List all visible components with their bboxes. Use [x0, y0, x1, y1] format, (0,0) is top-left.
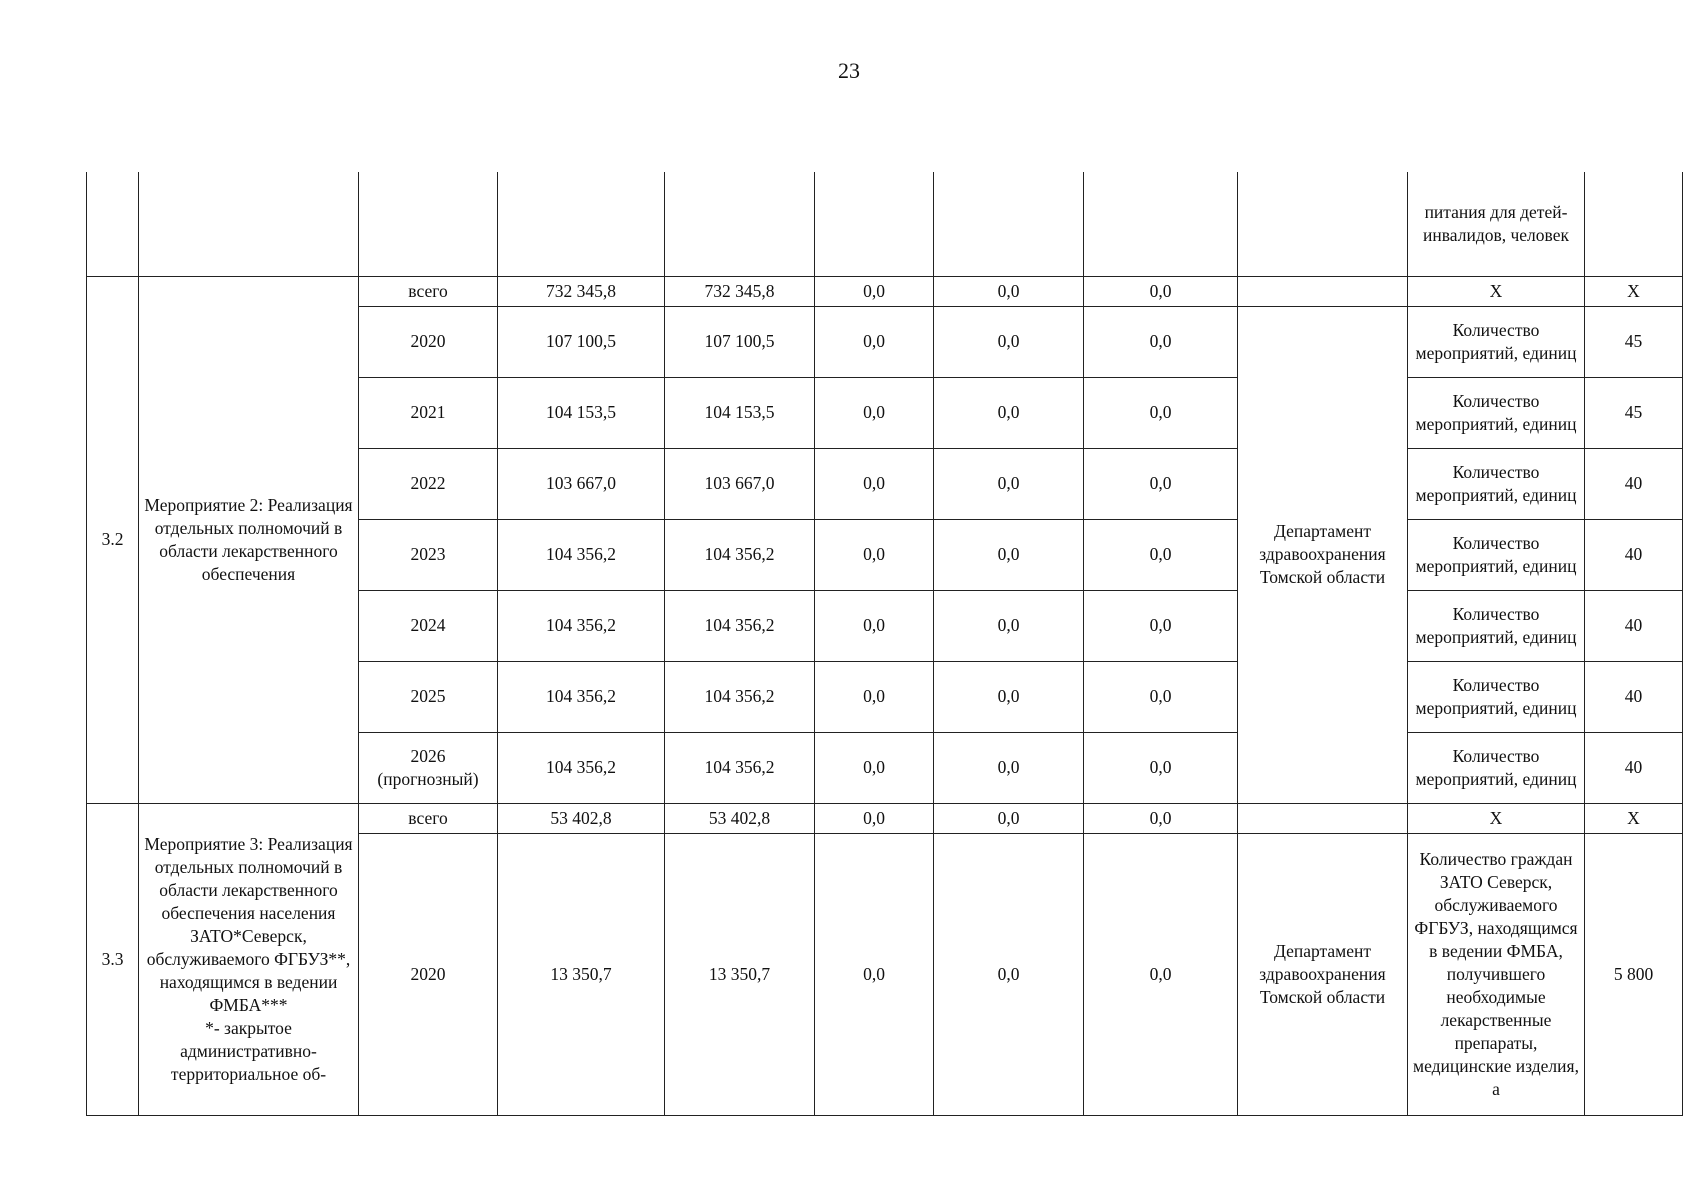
year-cell: всего [359, 803, 498, 833]
indicator-cell: Количество мероприятий, единиц [1408, 377, 1585, 448]
extrabudget-cell: 0,0 [1084, 803, 1238, 833]
indicator-cell: Количество мероприятий, единиц [1408, 661, 1585, 732]
cell-empty [1585, 172, 1683, 276]
year-cell: 2026 (прогнозный) [359, 732, 498, 803]
local-budget-cell: 0,0 [934, 661, 1084, 732]
federal-budget-cell: 53 402,8 [665, 803, 815, 833]
activity-number: 3.2 [87, 276, 139, 803]
federal-budget-cell: 13 350,7 [665, 833, 815, 1115]
federal-budget-cell: 104 356,2 [665, 732, 815, 803]
extrabudget-cell: 0,0 [1084, 661, 1238, 732]
cell-empty [1084, 172, 1238, 276]
extrabudget-cell: 0,0 [1084, 833, 1238, 1115]
extrabudget-cell: 0,0 [1084, 306, 1238, 377]
federal-budget-cell: 107 100,5 [665, 306, 815, 377]
indicator-value-cell: X [1585, 276, 1683, 306]
regional-budget-cell: 0,0 [815, 803, 934, 833]
table-body [87, 172, 1683, 1115]
year-cell: 2021 [359, 377, 498, 448]
table-row [87, 276, 1683, 306]
year-cell: 2025 [359, 661, 498, 732]
regional-budget-cell: 0,0 [815, 661, 934, 732]
indicator-cell: Количество мероприятий, единиц [1408, 306, 1585, 377]
responsible-department: Департамент здравоохранения Томской области [1238, 306, 1408, 803]
total-cell: 53 402,8 [498, 803, 665, 833]
local-budget-cell: 0,0 [934, 833, 1084, 1115]
indicator-value-cell: X [1585, 803, 1683, 833]
cell-empty [498, 172, 665, 276]
extrabudget-cell: 0,0 [1084, 276, 1238, 306]
responsible-department-empty [1238, 276, 1408, 306]
total-cell: 732 345,8 [498, 276, 665, 306]
federal-budget-cell: 104 356,2 [665, 590, 815, 661]
table-row-continued [87, 172, 1683, 276]
indicator-cell: Количество мероприятий, единиц [1408, 732, 1585, 803]
table-row [87, 803, 1683, 833]
federal-budget-cell: 732 345,8 [665, 276, 815, 306]
indicator-value-cell: 45 [1585, 306, 1683, 377]
local-budget-cell: 0,0 [934, 377, 1084, 448]
indicator-cell: питания для детей-инвалидов, человек [1408, 172, 1585, 276]
indicator-cell: X [1408, 803, 1585, 833]
year-cell: 2024 [359, 590, 498, 661]
activity-number: 3.3 [87, 803, 139, 1115]
program-activities-table [86, 172, 1683, 1116]
indicator-cell: Количество мероприятий, единиц [1408, 519, 1585, 590]
regional-budget-cell: 0,0 [815, 833, 934, 1115]
total-cell: 104 356,2 [498, 732, 665, 803]
federal-budget-cell: 104 356,2 [665, 519, 815, 590]
regional-budget-cell: 0,0 [815, 276, 934, 306]
total-cell: 104 153,5 [498, 377, 665, 448]
activity-title-text: Мероприятие 3: Реализация отдельных полномочий в области лекарственного обеспечения населения ЗАТО*Северск, обслуживаемого ФГБУЗ**, находящимся в ведении ФМБА*** [144, 833, 353, 1015]
activity-title: Мероприятие 2: Реализация отдельных полномочий в области лекарственного обеспечения [139, 276, 359, 803]
cell-empty [359, 172, 498, 276]
total-cell: 103 667,0 [498, 448, 665, 519]
federal-budget-cell: 103 667,0 [665, 448, 815, 519]
cell-empty [1238, 172, 1408, 276]
page-number: 23 [838, 58, 860, 83]
federal-budget-cell: 104 356,2 [665, 661, 815, 732]
year-cell: 2020 [359, 833, 498, 1115]
local-budget-cell: 0,0 [934, 590, 1084, 661]
indicator-value-cell: 40 [1585, 519, 1683, 590]
regional-budget-cell: 0,0 [815, 519, 934, 590]
cell-empty [934, 172, 1084, 276]
regional-budget-cell: 0,0 [815, 306, 934, 377]
responsible-department: Департамент здравоохранения Томской области [1238, 833, 1408, 1115]
total-cell: 13 350,7 [498, 833, 665, 1115]
cell-empty [87, 172, 139, 276]
year-cell: 2020 [359, 306, 498, 377]
local-budget-cell: 0,0 [934, 519, 1084, 590]
extrabudget-cell: 0,0 [1084, 732, 1238, 803]
local-budget-cell: 0,0 [934, 732, 1084, 803]
activity-title [139, 803, 359, 1115]
indicator-value-cell: 40 [1585, 590, 1683, 661]
local-budget-cell: 0,0 [934, 306, 1084, 377]
responsible-department-empty [1238, 803, 1408, 833]
activity-footnote: *- закрытое административно-территориальное об- [170, 1017, 327, 1084]
year-cell: всего [359, 276, 498, 306]
local-budget-cell: 0,0 [934, 803, 1084, 833]
federal-budget-cell: 104 153,5 [665, 377, 815, 448]
cell-empty [815, 172, 934, 276]
extrabudget-cell: 0,0 [1084, 519, 1238, 590]
local-budget-cell: 0,0 [934, 448, 1084, 519]
indicator-cell: X [1408, 276, 1585, 306]
total-cell: 104 356,2 [498, 519, 665, 590]
extrabudget-cell: 0,0 [1084, 377, 1238, 448]
extrabudget-cell: 0,0 [1084, 590, 1238, 661]
indicator-cell: Количество мероприятий, единиц [1408, 448, 1585, 519]
indicator-value-cell: 45 [1585, 377, 1683, 448]
year-cell: 2022 [359, 448, 498, 519]
indicator-cell: Количество мероприятий, единиц [1408, 590, 1585, 661]
cell-empty [139, 172, 359, 276]
regional-budget-cell: 0,0 [815, 377, 934, 448]
indicator-value-cell: 5 800 [1585, 833, 1683, 1115]
indicator-cell: Количество граждан ЗАТО Северск, обслуживаемого ФГБУЗ, находящимся в ведении ФМБА, получившего необходимые лекарственные препараты, медицинские изделия, а [1408, 833, 1585, 1115]
regional-budget-cell: 0,0 [815, 732, 934, 803]
year-cell: 2023 [359, 519, 498, 590]
indicator-value-cell: 40 [1585, 661, 1683, 732]
local-budget-cell: 0,0 [934, 276, 1084, 306]
regional-budget-cell: 0,0 [815, 448, 934, 519]
total-cell: 104 356,2 [498, 661, 665, 732]
extrabudget-cell: 0,0 [1084, 448, 1238, 519]
total-cell: 104 356,2 [498, 590, 665, 661]
cell-empty [665, 172, 815, 276]
indicator-value-cell: 40 [1585, 448, 1683, 519]
indicator-value-cell: 40 [1585, 732, 1683, 803]
regional-budget-cell: 0,0 [815, 590, 934, 661]
total-cell: 107 100,5 [498, 306, 665, 377]
